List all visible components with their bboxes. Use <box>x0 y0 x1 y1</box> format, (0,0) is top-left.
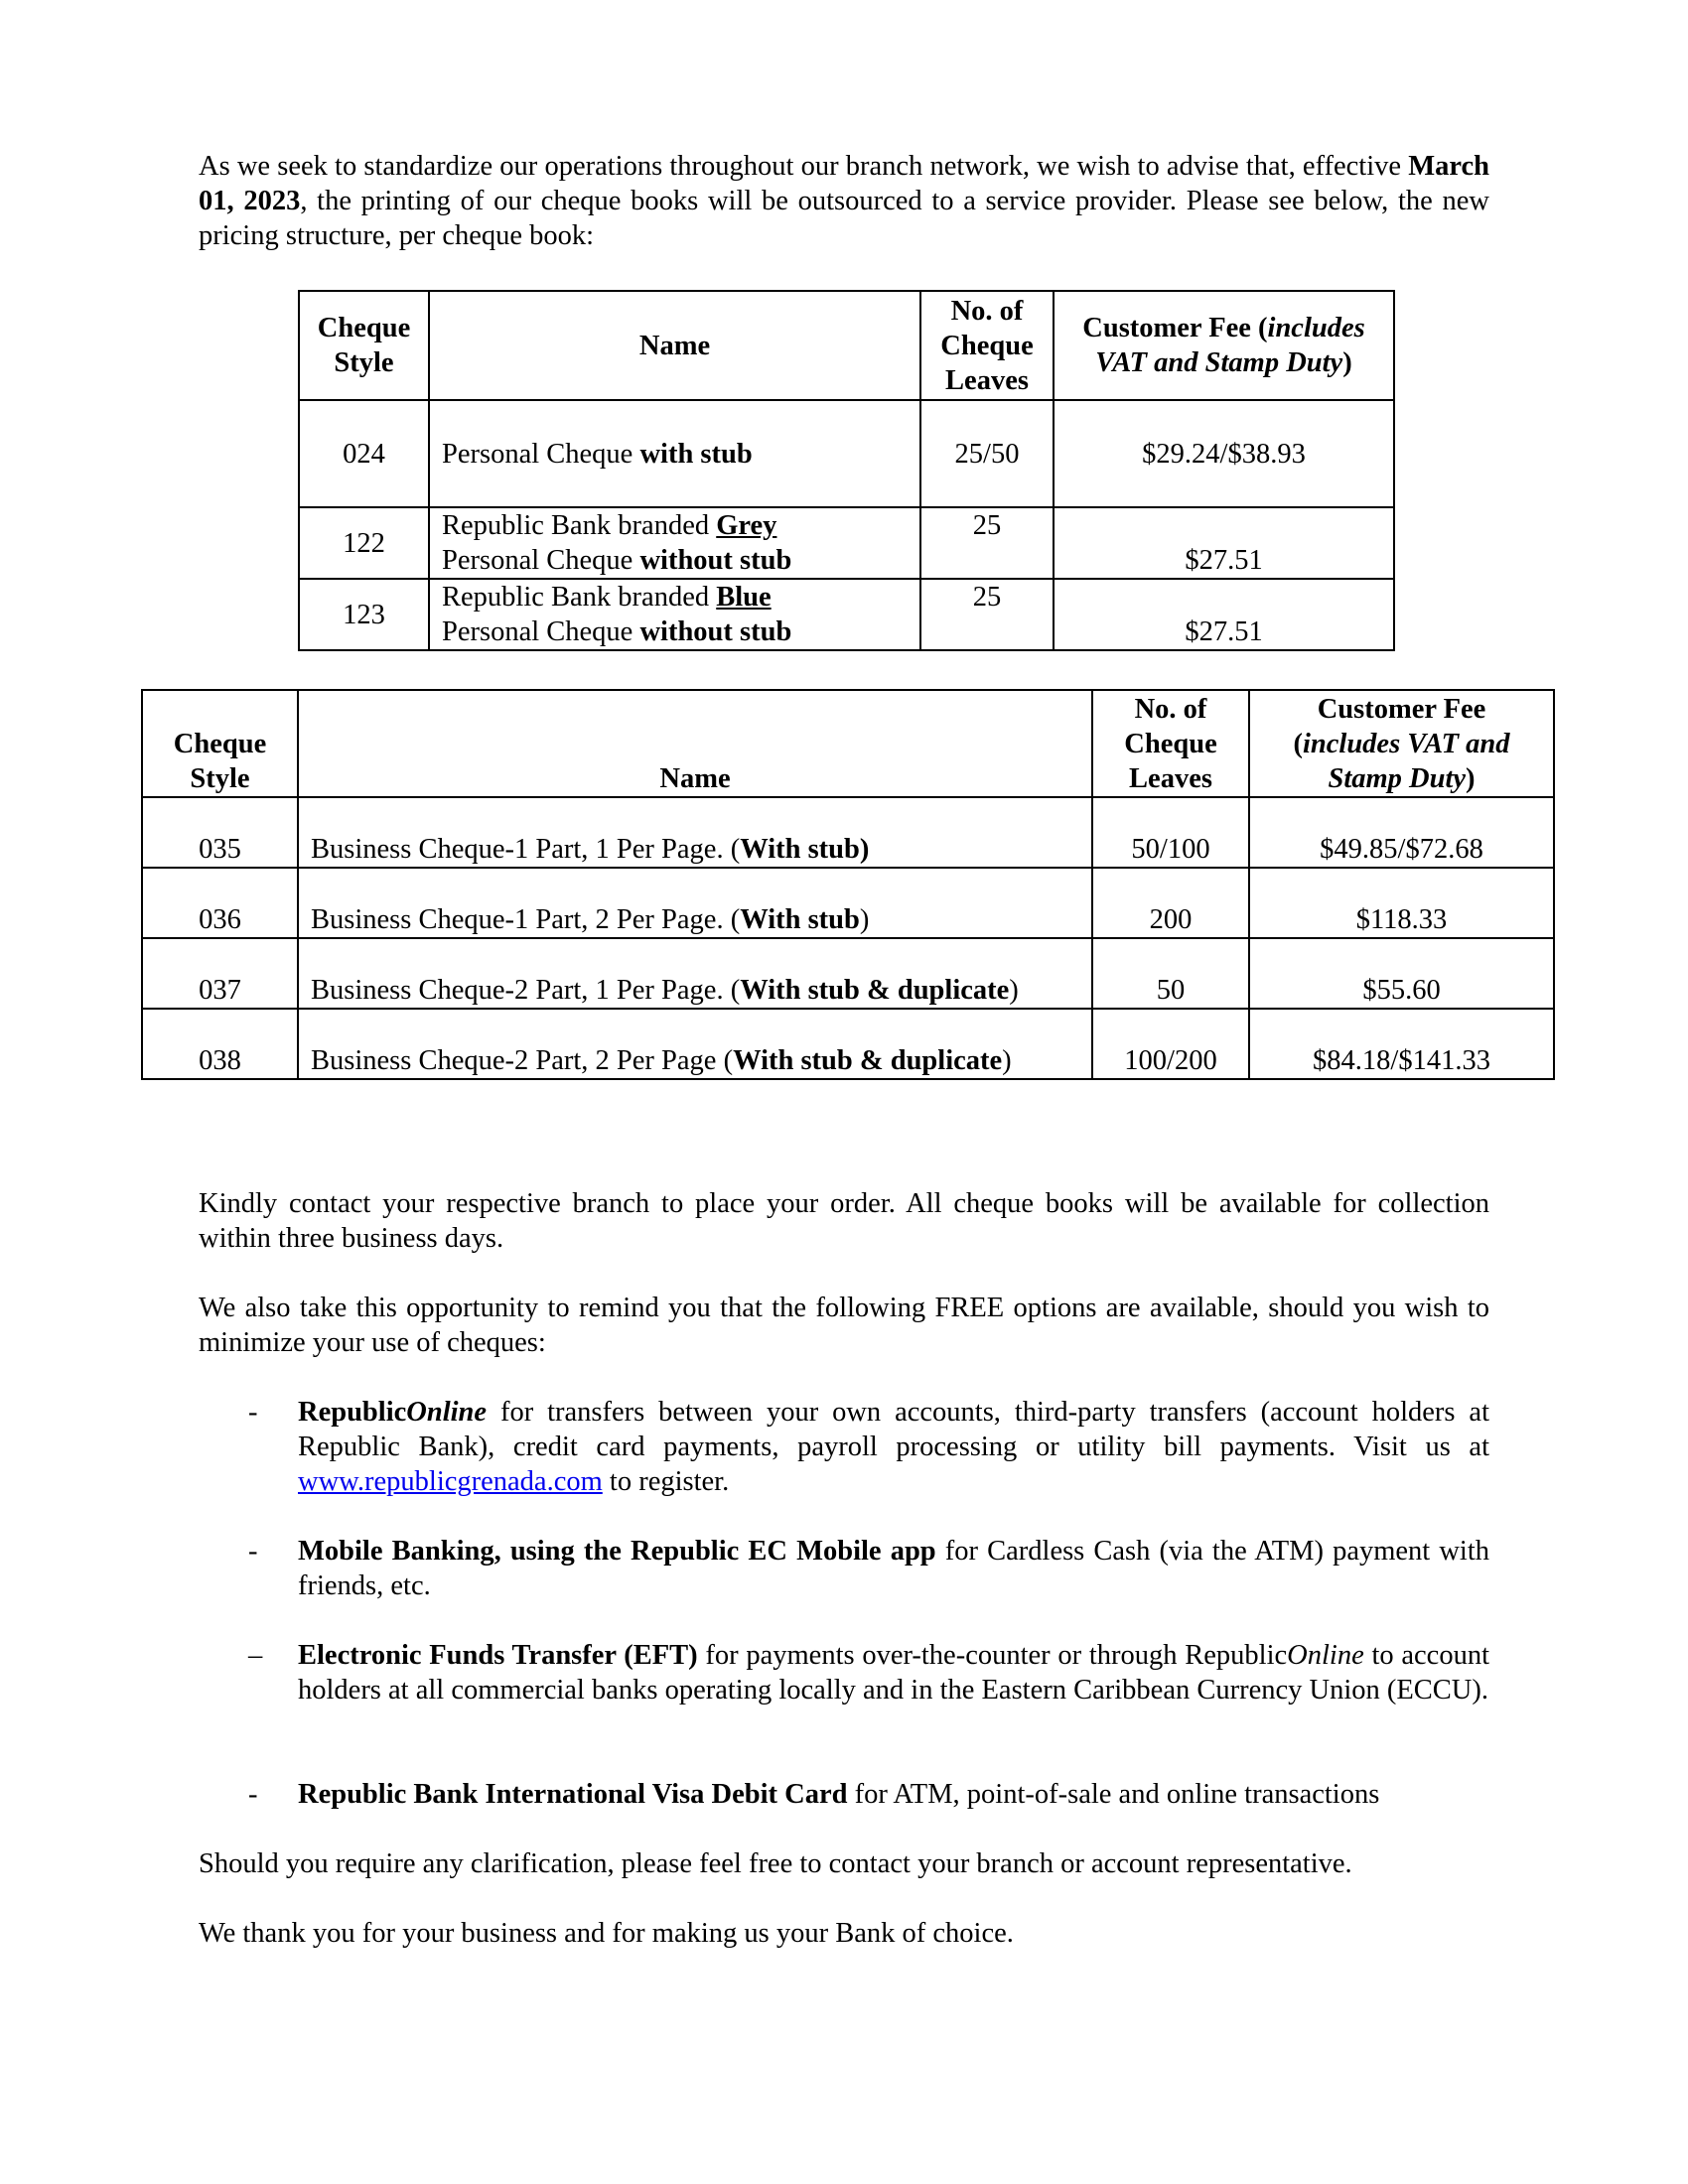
item-text: for Cardless Cash (via the ATM) payment with friends, etc. <box>298 1536 1489 1601</box>
cell-style: 122 <box>299 507 429 579</box>
item-text: for ATM, point-of-sale and online transactions <box>847 1779 1380 1810</box>
cell-leaves: 25/50 <box>920 400 1054 507</box>
name-tail: ) <box>1009 975 1019 1006</box>
cell-fee: $55.60 <box>1249 938 1554 1009</box>
cell-name <box>298 938 1092 1009</box>
item-tail: to account holders at all commercial banks operating locally and in the Eastern Caribbean Currency Union (ECCU). <box>298 1640 1489 1706</box>
cell-fee: $27.51 <box>1054 507 1394 579</box>
fee-italic: includes VAT and Stamp Duty <box>1095 313 1365 378</box>
item-bold: Republic <box>298 1397 407 1428</box>
website-link[interactable]: www.republicgrenada.com <box>298 1466 603 1497</box>
free-options-list-3 <box>199 1638 1489 1707</box>
free-options-list-2 <box>199 1534 1489 1603</box>
list-item <box>199 1395 1489 1499</box>
list-item <box>199 1534 1489 1603</box>
name-bold: With stub & duplicate <box>740 975 1010 1006</box>
table-row <box>299 507 1394 579</box>
effective-date: March 01, 2023 <box>199 151 1489 216</box>
name-bold: with stub <box>639 438 753 470</box>
list-item <box>199 1638 1489 1707</box>
header-name: Name <box>298 690 1092 797</box>
free-options-list <box>199 1395 1489 1499</box>
cell-name <box>298 868 1092 938</box>
header-name: Name <box>429 291 920 400</box>
header-cheque-style: Cheque Style <box>142 690 298 797</box>
item-text: for transfers between your own accounts, third-party transfers (account holders at Republic Bank), credit card payments, payroll processing or utility bill payments. Visit us at <box>298 1397 1489 1462</box>
bullet-dash: - <box>248 1536 258 1567</box>
name-line1: Republic Bank branded <box>442 582 717 613</box>
cell-leaves: 25 <box>920 507 1054 579</box>
name-plain: Business Cheque-2 Part, 1 Per Page. ( <box>311 975 741 1006</box>
header-fee <box>1054 291 1394 400</box>
name-bold: With stub & duplicate <box>733 1045 1003 1076</box>
cell-leaves: 50/100 <box>1092 797 1249 868</box>
header-cheque-style: Cheque Style <box>299 291 429 400</box>
header-leaves: No. of Cheque Leaves <box>920 291 1054 400</box>
item-italic: Online <box>1287 1640 1364 1671</box>
table-row <box>142 868 1554 938</box>
business-cheque-table <box>141 689 1555 1080</box>
cell-name <box>429 400 920 507</box>
clarification-paragraph: Should you require any clarification, please feel free to contact your branch or account representative. <box>199 1848 1352 1879</box>
name-tail: ) <box>859 904 870 935</box>
table-row <box>142 938 1554 1009</box>
bullet-dash: - <box>248 1397 258 1428</box>
cell-name <box>298 1009 1092 1079</box>
cell-name <box>429 507 920 579</box>
free-options-paragraph: We also take this opportunity to remind you that the following FREE options are available, should you wish to minimize your use of cheques: <box>199 1293 1489 1358</box>
header-fee: Customer Fee (includes VAT and Stamp Duty) <box>1249 690 1554 797</box>
item-bold-italic: Online <box>406 1397 488 1428</box>
free-options-list-4 <box>199 1777 1489 1812</box>
bullet-dash: – <box>248 1640 263 1671</box>
cell-fee: $49.85/$72.68 <box>1249 797 1554 868</box>
fee-italic: includes VAT and Stamp Duty <box>1302 729 1510 794</box>
table-header-row <box>142 690 1554 797</box>
item-text: for payments over-the-counter or through Republic <box>697 1640 1288 1671</box>
cell-style: 038 <box>142 1009 298 1079</box>
item-bold: Electronic Funds Transfer (EFT) <box>298 1640 698 1671</box>
bullet-dash: - <box>248 1779 258 1810</box>
cell-fee: $84.18/$141.33 <box>1249 1009 1554 1079</box>
cell-style: 036 <box>142 868 298 938</box>
name-line2-bold: without stub <box>639 616 792 647</box>
name-line1: Republic Bank branded <box>442 510 717 541</box>
intro-text-cont: , the printing of our cheque books will be outsourced to a service provider. Please see below, the new pricing structure, per cheque book: <box>199 186 1489 251</box>
name-plain: Business Cheque-1 Part, 1 Per Page. ( <box>311 834 741 865</box>
name-tail: ) <box>1002 1045 1012 1076</box>
item-bold: Republic Bank International Visa Debit Card <box>298 1779 848 1810</box>
item-bold: Mobile Banking, using the Republic EC Mobile app <box>298 1536 936 1567</box>
personal-cheque-table <box>298 290 1395 651</box>
cell-style: 037 <box>142 938 298 1009</box>
name-plain: Business Cheque-2 Part, 2 Per Page ( <box>311 1045 734 1076</box>
name-color: Grey <box>716 510 777 541</box>
fee-suffix: ) <box>1342 347 1352 378</box>
cell-fee: $27.51 <box>1054 579 1394 650</box>
name-plain: Business Cheque-1 Part, 2 Per Page. ( <box>311 904 741 935</box>
list-item <box>199 1777 1489 1812</box>
thanks-paragraph: We thank you for your business and for making us your Bank of choice. <box>199 1918 1014 1949</box>
cell-leaves: 25 <box>920 579 1054 650</box>
intro-paragraph <box>199 149 1489 253</box>
cell-fee: $29.24/$38.93 <box>1054 400 1394 507</box>
intro-text: As we seek to standardize our operations throughout our branch network, we wish to advise that, effective <box>199 151 1409 182</box>
cell-fee: $118.33 <box>1249 868 1554 938</box>
table-row <box>142 1009 1554 1079</box>
name-line2: Personal Cheque <box>442 545 640 576</box>
name-line2-bold: without stub <box>639 545 792 576</box>
fee-prefix: Customer Fee ( <box>1082 313 1268 343</box>
name-plain: Personal Cheque <box>442 438 640 470</box>
cell-leaves: 100/200 <box>1092 1009 1249 1079</box>
contact-paragraph: Kindly contact your respective branch to place your order. All cheque books will be available for collection within three business days. <box>199 1188 1489 1254</box>
fee-line1: Customer Fee <box>1317 694 1486 725</box>
name-bold: With stub <box>740 904 860 935</box>
table-row <box>299 400 1394 507</box>
name-line2: Personal Cheque <box>442 616 640 647</box>
table-row <box>142 797 1554 868</box>
table-row <box>299 579 1394 650</box>
cell-style: 024 <box>299 400 429 507</box>
cell-name <box>429 579 920 650</box>
cell-leaves: 200 <box>1092 868 1249 938</box>
header-leaves: No. of Cheque Leaves <box>1092 690 1249 797</box>
name-color: Blue <box>716 582 772 613</box>
item-tail: to register. <box>602 1466 730 1497</box>
cell-name <box>298 797 1092 868</box>
name-bold: With stub) <box>740 834 870 865</box>
cell-style: 035 <box>142 797 298 868</box>
table-header-row <box>299 291 1394 400</box>
cell-leaves: 50 <box>1092 938 1249 1009</box>
cell-style: 123 <box>299 579 429 650</box>
